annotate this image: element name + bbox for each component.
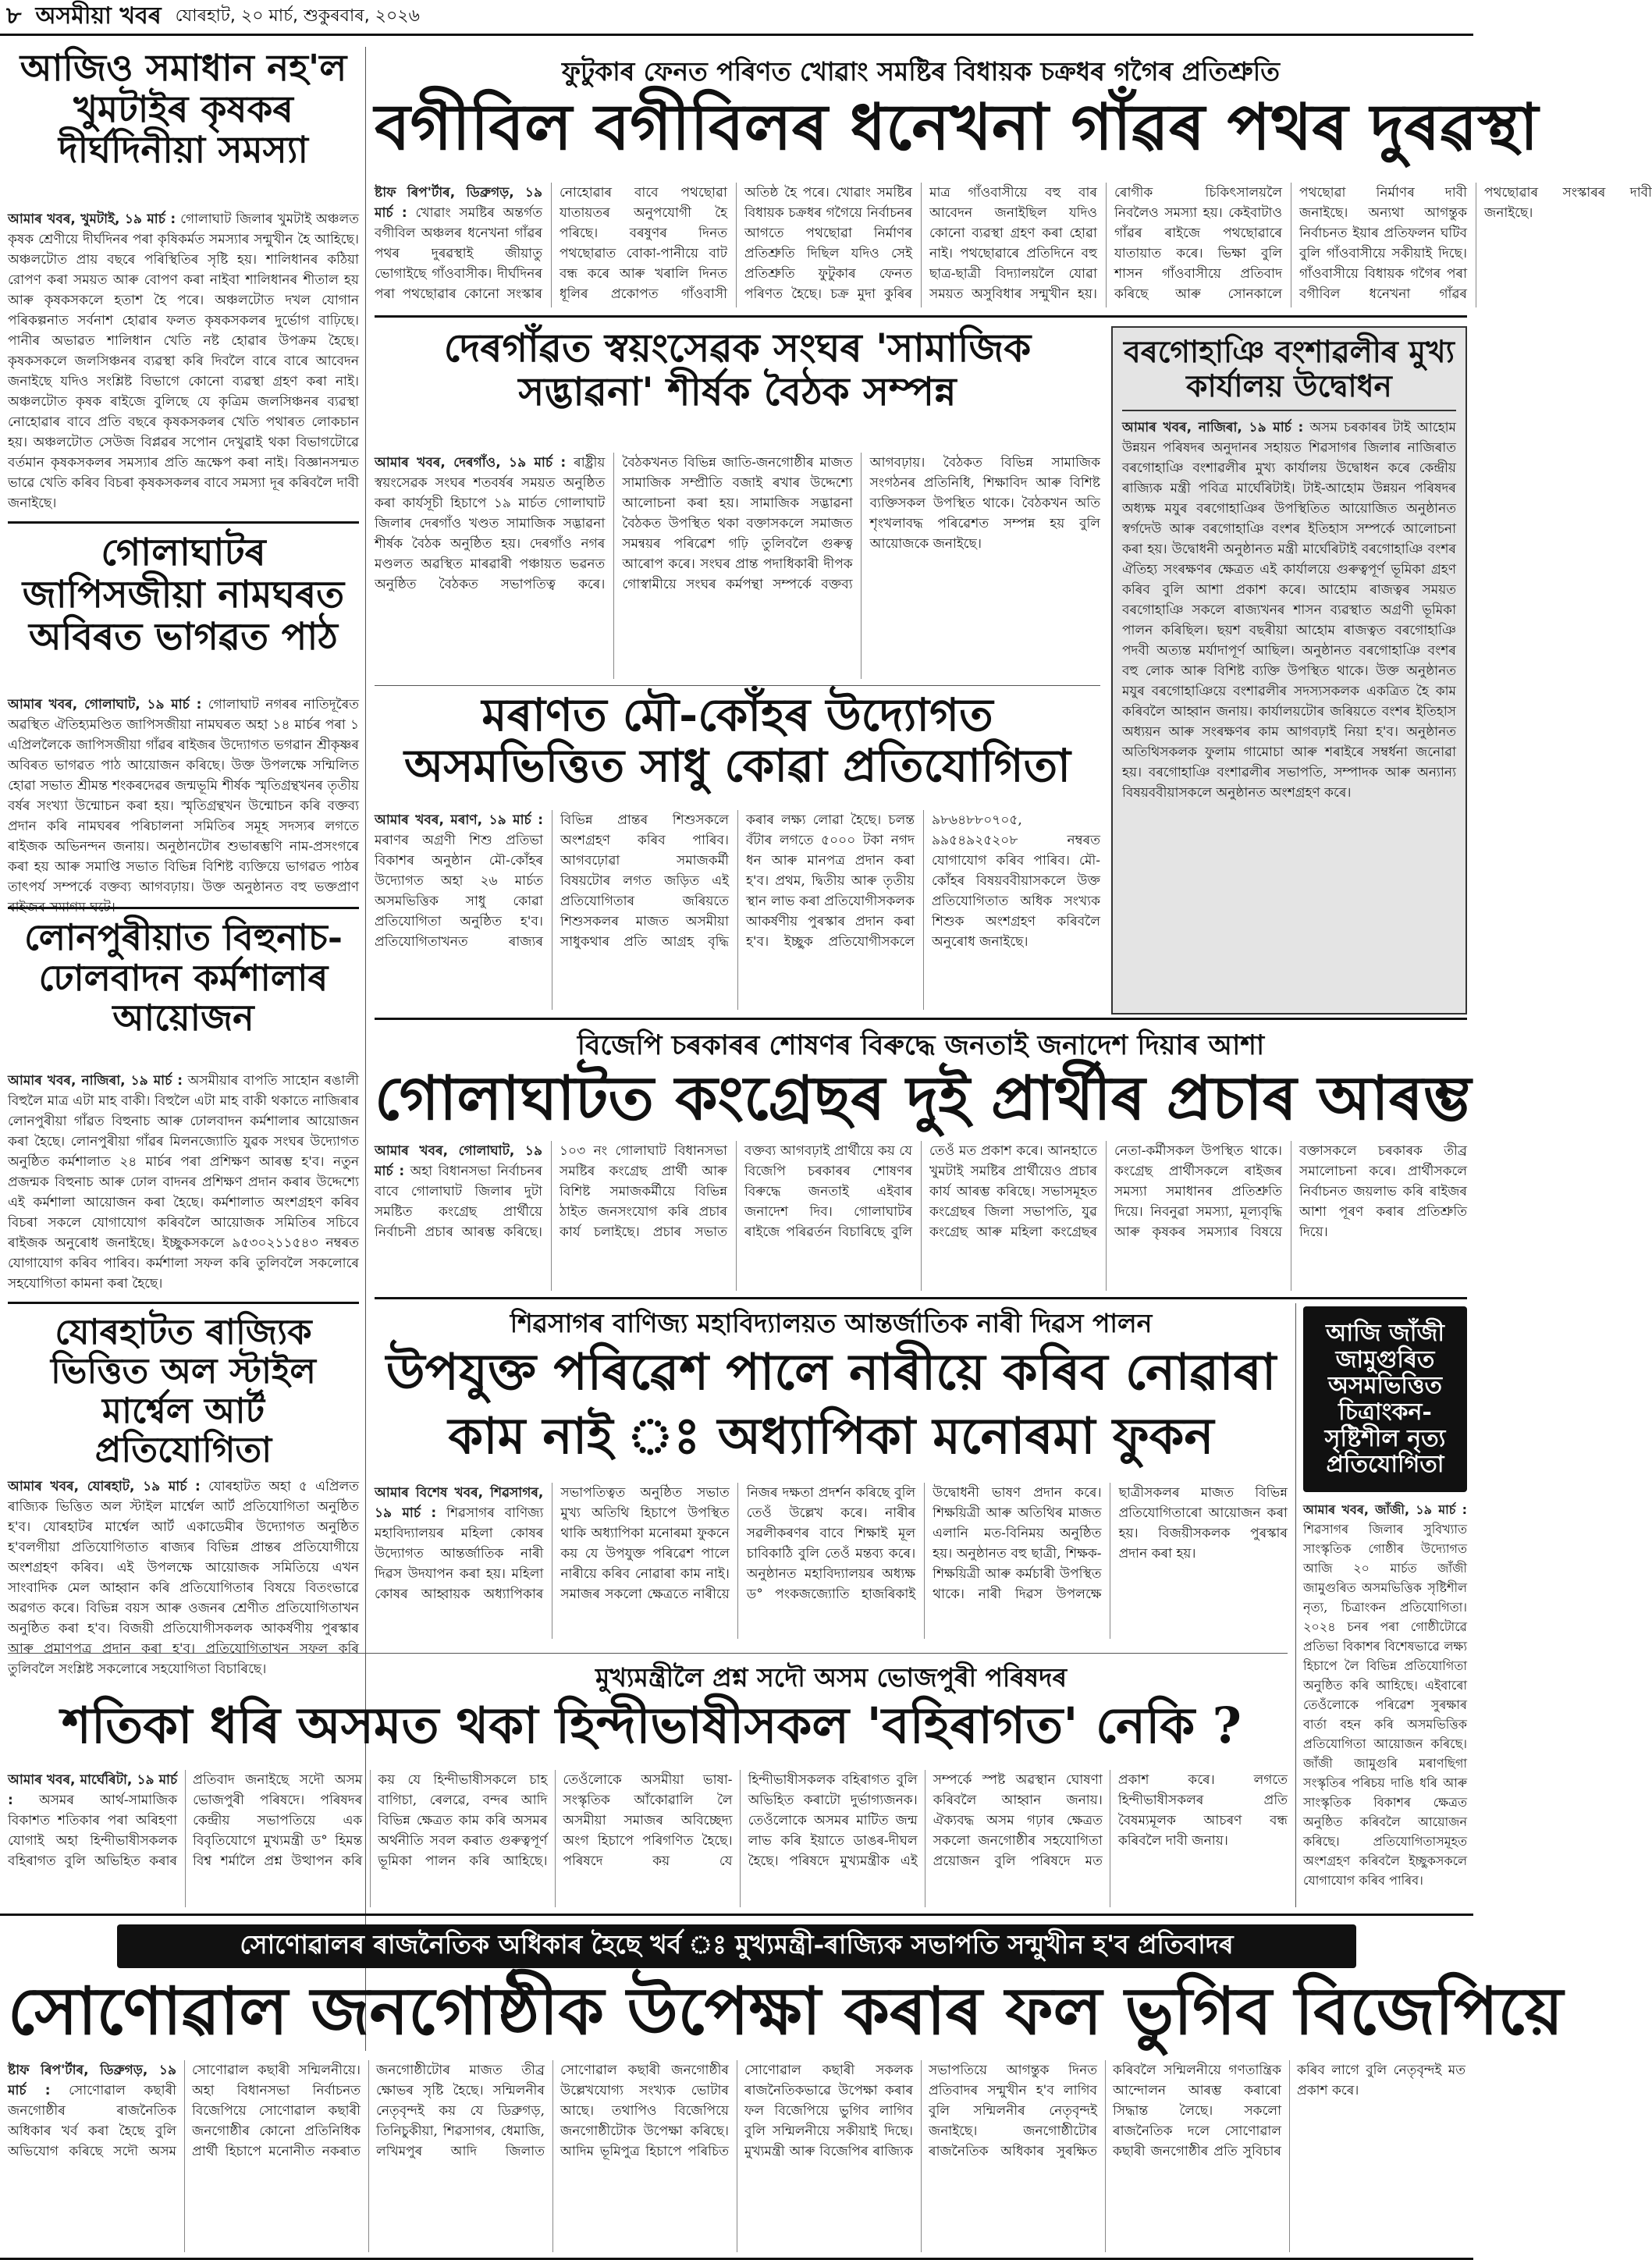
- jorhat-art-byline: আমাৰ খবৰ, যোৰহাট, ১৯ মাৰ্চ :: [8, 1479, 201, 1494]
- rss-article: [375, 453, 1100, 679]
- jaji-headline-box: [1303, 1306, 1467, 1492]
- congress-byline: আমাৰ খবৰ, গোলাঘাট, ১৯ মাৰ্চ :: [375, 1143, 542, 1179]
- hindi-article: [8, 1770, 1288, 1907]
- bargohain-article: [1122, 418, 1456, 995]
- mou-headline: মৰাণত মৌ-কোঁহৰ উদ্যোগত অসমভিত্তিত সাধু কোৱা প্ৰতিযোগিতা: [404, 688, 1071, 792]
- bargohain-box: [1111, 326, 1467, 1015]
- golaghat-path-byline: আমাৰ খবৰ, গোলাঘাট, ১৯ মাৰ্চ :: [8, 697, 202, 712]
- mou-byline: আমাৰ খবৰ, মৰাণ, ১৯ মাৰ্চ :: [375, 812, 543, 828]
- page-number: ৮: [6, 2, 22, 30]
- bargohain-byline: আমাৰ খবৰ, নাজিৰা, ১৯ মাৰ্চ :: [1122, 420, 1304, 436]
- jaji-body: শিৱসাগৰ জিলাৰ সুবিখ্যাত সাংস্কৃতিক গোষ্ঠীৰ উদ্যোগত আজি ২০ মাৰ্চত জাঁজী জামুগুৰিত অসমভিত্তিক সৃষ্টিশীল নৃত্য, চিত্ৰাংকন প্ৰতিযোগিতা। ২০২৪ চনৰ পৰা গোষ্ঠীটোৱে প্ৰতিভা বিকাশৰ বিশেষভাৱে লক্ষ্য হিচাপে লৈ বিভিন্ন প্ৰতিযোগিতা অনুষ্ঠিত কৰি আহিছে। এইবাৰো তেওঁলোকে পৰিৱেশ সুৰক্ষাৰ বাৰ্তা বহন কৰি অসমভিত্তিক প্ৰতিযোগিতা আয়োজন কৰিছে। জাঁজী জামুগুৰি মৰাণছিগা সংস্কৃতিৰ পৰিচয় দাঙি ধৰি আৰু সাংস্কৃতিক বিকাশৰ ক্ষেত্ৰত অনুষ্ঠিত কৰিবলৈ আয়োজন কৰিছে। প্ৰতিযোগিতাসমূহত অংশগ্ৰহণ কৰিবলৈ ইচ্ছুকসকলে যোগাযোগ কৰিব পাৰিব।: [1303, 1522, 1467, 1888]
- lonpuria-article: [8, 1071, 359, 1295]
- jorhat-art-headline: যোৰহাটত ৰাজ্যিক ভিত্তিত অল স্টাইল মাৰ্শ্বেল আৰ্ট প্ৰতিযোগিতা: [51, 1311, 316, 1471]
- rule: [8, 1302, 359, 1304]
- golaghat-path-body: গোলাঘাট নগৰৰ নাতিদূৰৈত অৱস্থিত ঐতিহ্যমণ্ডিত জাপিসজীয়া নামঘৰত অহা ১৪ মাৰ্চৰ পৰা ১ এপ্ৰিললৈকে জাপিসজীয়া গাঁৱৰ ৰাইজৰ উদ্যোগত ভগৱান শ্ৰীকৃষ্ণৰ অবিৰত ভাগৱত পাঠ আয়োজন কৰিছে। উক্ত উপলক্ষে সন্মিলিত হোৱা সভাত শ্ৰীমন্ত শংকৰদেৱৰ জন্মভূমি শীৰ্ষক স্মৃতিগ্ৰন্থখনৰ তৃতীয় বৰ্ষৰ সংখ্যা উন্মোচন কৰা হয়। স্মৃতিগ্ৰন্থখন উন্মোচন কৰি বক্তব্য প্ৰদান কৰি নামঘৰৰ পৰিচালনা সমিতিৰ সমূহ সদস্যৰ লগতে ৰাইজক অভিনন্দন জনায়। অনুষ্ঠানটোৰ শুভাৰম্ভণি নাম-প্ৰসংগৰে কৰা হয় আৰু সমাপ্তি সভাত বিভিন্ন বিশিষ্ট ব্যক্তিয়ে ভাগৱত পাঠৰ তাৎপৰ্য সম্পৰ্কে বক্তব্য আগবঢ়ায়। উক্ত অনুষ্ঠানত বহু ভক্তপ্ৰাণ ৰাইজৰ সমাগম ঘটে।: [8, 697, 359, 915]
- page-folio: [0, 0, 1473, 36]
- jaji-article: [1303, 1500, 1467, 1906]
- congress-article: [375, 1141, 1467, 1291]
- bagibil-kicker: ফুটুকাৰ ফেনত পৰিণত খোৱাং সমষ্টিৰ বিধায়ক চক্ৰধৰ গগৈৰ প্ৰতিশ্ৰুতি: [561, 56, 1280, 87]
- womens-day-article: [375, 1483, 1288, 1639]
- paper-name: অসমীয়া খবৰ: [35, 2, 162, 30]
- womens-day-kicker: শিৱসাগৰ বাণিজ্য মহাবিদ্যালয়ত আন্তৰ্জাতিক নাৰী দিৱস পালন: [510, 1308, 1153, 1338]
- jaji-headline: আজি জাঁজী জামুগুৰিত অসমভিত্তিত চিত্ৰাংকন-সৃষ্টিশীল নৃত্য প্ৰতিযোগিতা: [1324, 1320, 1446, 1479]
- dateline: যোৰহাট, ২০ মাৰ্চ, শুকুৰবাৰ, ২০২৬: [175, 6, 420, 26]
- congress-kicker: বিজেপি চৰকাৰৰ শোষণৰ বিৰুদ্ধে জনতাই জনাদেশ দিয়াৰ আশা: [577, 1029, 1265, 1061]
- lonpuria-byline: আমাৰ খবৰ, নাজিৰা, ১৯ মাৰ্চ :: [8, 1073, 183, 1089]
- sonowal-kicker: সোণোৱালৰ ৰাজনৈতিক অধিকাৰ হৈছে খৰ্ব ঃ মুখ্যমন্ত্ৰী-ৰাজ্যিক সভাপতি সন্মুখীন হ'ব প্ৰতিবাদৰ: [240, 1929, 1234, 1960]
- bagibil-byline: ষ্টাফ ৰিপ'ৰ্টাৰ, ডিব্ৰুগড়, ১৯ মাৰ্চ :: [375, 185, 542, 221]
- jorhat-art-body: যোৰহাটত অহা ৫ এপ্ৰিলত ৰাজ্যিক ভিত্তিত অল স্টাইল মাৰ্শ্বেল আৰ্ট প্ৰতিযোগিতা অনুষ্ঠিত হ'ব। যোৰহাটৰ মাৰ্শ্বেল আৰ্ট একাডেমীৰ উদ্যোগত অনুষ্ঠিত হ'বলগীয়া প্ৰতিযোগিতাত ৰাজ্যৰ বিভিন্ন প্ৰান্তৰ প্ৰতিযোগীয়ে অংশগ্ৰহণ কৰিব। এই উপলক্ষে আয়োজক সমিতিয়ে এখন সাংবাদিক মেল আহ্বান কৰি প্ৰতিযোগিতাৰ বিষয়ে বিতংভাৱে অৱগত কৰে। বিভিন্ন বয়স আৰু ওজনৰ শ্ৰেণীত প্ৰতিযোগিতাখন অনুষ্ঠিত কৰা হ'ব। বিজয়ী প্ৰতিযোগীসকলক আকৰ্ষণীয় পুৰস্কাৰ আৰু প্ৰমাণপত্ৰ প্ৰদান কৰা হ'ব। প্ৰতিযোগিতাখন সফল কৰি তুলিবলৈ সংশ্লিষ্ট সকলোৰে সহযোগিতা বিচাৰিছে।: [8, 1479, 359, 1677]
- hindi-byline: আমাৰ খবৰ, মাৰ্ঘেৰিটা, ১৯ মাৰ্চ :: [8, 1772, 178, 1808]
- khumtai-byline: আমাৰ খবৰ, খুমটাই, ১৯ মাৰ্চ :: [8, 211, 176, 227]
- khumtai-article: [8, 209, 359, 515]
- rss-headline: দেৰগাঁৱত স্বয়ংসেৱক সংঘৰ 'সামাজিক সদ্ভাৱনা' শীৰ্ষক বৈঠক সম্পন্ন: [443, 325, 1032, 414]
- congress-body: অহা বিধানসভা নিৰ্বাচনৰ বাবে গোলাঘাট জিলাৰ দুটা সমষ্টিত কংগ্ৰেছ প্ৰাৰ্থীয়ে নিৰ্বাচনী প্ৰচাৰ আৰম্ভ কৰিছে। ১০৩ নং গোলাঘাট বিধানসভা সমষ্টিৰ কংগ্ৰেছ প্ৰাৰ্থী আৰু বিশিষ্ট সমাজকৰ্মীয়ে বিভিন্ন ঠাইত জনসংযোগ কৰি প্ৰচাৰ কাৰ্য চলাইছে। প্ৰচাৰ সভাত বক্তব্য আগবঢ়াই প্ৰাৰ্থীয়ে কয় যে বিজেপি চৰকাৰৰ শোষণৰ বিৰুদ্ধে জনতাই এইবাৰ জনাদেশ দিব। গোলাঘাটৰ ৰাইজে পৰিৱৰ্তন বিচাৰিছে বুলি তেওঁ মত প্ৰকাশ কৰে। আনহাতে খুমটাই সমষ্টিৰ প্ৰাৰ্থীয়েও প্ৰচাৰ কাৰ্য আৰম্ভ কৰিছে। সভাসমূহত কংগ্ৰেছৰ জিলা সভাপতি, যুৱ কংগ্ৰেছ আৰু মহিলা কংগ্ৰেছৰ নেতা-কৰ্মীসকল উপস্থিত থাকে। কংগ্ৰেছ প্ৰাৰ্থীসকলে ৰাইজৰ সমস্যা সমাধানৰ প্ৰতিশ্ৰুতি দিয়ে। নিবনুৱা সমস্যা, মূল্যবৃদ্ধি আৰু কৃষকৰ সমস্যাৰ বিষয়ে বক্তাসকলে চৰকাৰক তীব্ৰ সমালোচনা কৰে। প্ৰাৰ্থীসকলে নিৰ্বাচনত জয়লাভ কৰি ৰাইজৰ আশা পূৰণ কৰাৰ প্ৰতিশ্ৰুতি দিয়ে।: [375, 1143, 1467, 1240]
- golaghat-path-article: [8, 695, 359, 915]
- sonowal-byline: ষ্টাফ ৰিপ'ৰ্টাৰ, ডিব্ৰুগড়, ১৯ মাৰ্চ :: [8, 2063, 176, 2098]
- bargohain-headline: বৰগোহাঞি বংশাৱলীৰ মুখ্য কাৰ্যালয় উদ্বোধন: [1122, 336, 1456, 411]
- rss-byline: আমাৰ খবৰ, দেৰগাঁও, ১৯ মাৰ্চ :: [375, 455, 567, 471]
- jaji-column-divider: [1295, 1303, 1296, 1907]
- rule: [375, 1018, 1467, 1020]
- golaghat-path-headline: গোলাঘাটৰ জাপিসজীয়া নামঘৰত অবিৰত ভাগৱত পাঠ: [22, 531, 345, 659]
- womens-day-body: শিৱসাগৰ বাণিজ্য মহাবিদ্যালয়ৰ মহিলা কোষৰ উদ্যোগত আন্তৰ্জাতিক নাৰী দিৱস উদযাপন কৰা হয়। মহিলা কোষৰ আহ্বায়ক অধ্যাপিকাৰ সভাপতিত্বত অনুষ্ঠিত সভাত মুখ্য অতিথি হিচাপে উপস্থিত থাকি অধ্যাপিকা মনোৰমা ফুকনে কয় যে উপযুক্ত পৰিৱেশ পালে নাৰীয়ে কৰিব নোৱাৰা কাম নাই। সমাজৰ সকলো ক্ষেত্ৰতে নাৰীয়ে নিজৰ দক্ষতা প্ৰদৰ্শন কৰিছে বুলি তেওঁ উল্লেখ কৰে। নাৰীৰ সৱলীকৰণৰ বাবে শিক্ষাই মূল চাবিকাঠি বুলি তেওঁ মন্তব্য কৰে। অনুষ্ঠানত মহাবিদ্যালয়ৰ অধ্যক্ষ ড° পংকজজ্যোতি হাজৰিকাই উদ্বোধনী ভাষণ প্ৰদান কৰে। শিক্ষয়িত্ৰী আৰু অতিথিৰ মাজত এলানি মত-বিনিময় অনুষ্ঠিত হয়। অনুষ্ঠানত বহু ছাত্ৰী, শিক্ষক-শিক্ষয়িত্ৰী আৰু কৰ্মচাৰী উপস্থিত থাকে। নাৰী দিৱস উপলক্ষে ছাত্ৰীসকলৰ মাজত বিভিন্ন প্ৰতিযোগিতাৰো আয়োজন কৰা হয়। বিজয়ীসকলক পুৰস্কাৰ প্ৰদান কৰা হয়।: [375, 1485, 1288, 1602]
- rule: [375, 1297, 1467, 1299]
- sonowal-kicker-box: [117, 1924, 1356, 1968]
- rule: [8, 907, 359, 909]
- lonpuria-headline: লোনপুৰীয়াত বিহুনাচ-ঢোলবাদন কৰ্মশালাৰ আয়োজন: [24, 916, 343, 1039]
- mou-article: [375, 810, 1100, 1010]
- mou-body: মৰাণৰ অগ্ৰণী শিশু প্ৰতিভা বিকাশৰ অনুষ্ঠান মৌ-কোঁহৰ উদ্যোগত অহা ২৬ মাৰ্চত অসমভিত্তিক সাধু কোৱা প্ৰতিযোগিতা অনুষ্ঠিত হ'ব। প্ৰতিযোগিতাখনত ৰাজ্যৰ বিভিন্ন প্ৰান্তৰ শিশুসকলে অংশগ্ৰহণ কৰিব পাৰিব। আগবঢ়োৱা সমাজকৰ্মী বিষয়টোৰ লগত জড়িত এই প্ৰতিযোগিতাৰ জৰিয়তে শিশুসকলৰ মাজত অসমীয়া সাধুকথাৰ প্ৰতি আগ্ৰহ বৃদ্ধি কৰাৰ লক্ষ্য লোৱা হৈছে। চলন্ত বঁটাৰ লগতে ৫০০০ টকা নগদ ধন আৰু মানপত্ৰ প্ৰদান কৰা হ'ব। প্ৰথম, দ্বিতীয় আৰু তৃতীয় স্থান লাভ কৰা প্ৰতিযোগীসকলক আকৰ্ষণীয় পুৰস্কাৰ প্ৰদান কৰা হ'ব। ইচ্ছুক প্ৰতিযোগীসকলে ৯৮৬৪৮৮০৭০৫, ৯৯৫৪৯২৫২০৮ নম্বৰত যোগাযোগ কৰিব পাৰিব। মৌ-কোঁহৰ বিষয়ববীয়াসকলে উক্ত প্ৰতিযোগিতাত অধিক সংখ্যক শিশুক অংশগ্ৰহণ কৰিবলৈ অনুৰোধ জনাইছে।: [375, 812, 1100, 950]
- congress-headline: গোলাঘাটত কংগ্ৰেছৰ দুই প্ৰাৰ্থীৰ প্ৰচাৰ আৰম্ভ: [375, 1063, 1472, 1134]
- khumtai-headline: আজিও সমাধান নহ'ল খুমটাইৰ কৃষকৰ দীৰ্ঘদিনীয়া সমস্যা: [20, 47, 347, 172]
- womens-day-headline: উপযুক্ত পৰিৱেশ পালে নাৰীয়ে কৰিব নোৱাৰা কাম নাই ঃ অধ্যাপিকা মনোৰমা ফুকন: [385, 1343, 1277, 1466]
- jaji-byline: আমাৰ খবৰ, জাঁজী, ১৯ মাৰ্চ :: [1303, 1502, 1467, 1517]
- bagibil-body: খোৱাং সমষ্টিৰ অন্তৰ্গত বগীবিল অঞ্চলৰ ধনেখনা গাঁৱৰ পথৰ দুৰৱস্থাই জীয়াতু ভোগাইছে গাঁওবাসীক। দীৰ্ঘদিনৰ পৰা পথছোৱাৰ কোনো সংস্কাৰ নোহোৱাৰ বাবে পথছোৱা যাতায়তৰ অনুপযোগী হৈ পৰিছে। বৰষুণৰ দিনত পথছোৱাত বোকা-পানীয়ে বাট বন্ধ কৰে আৰু খৰালি দিনত ধূলিৰ প্ৰকোপত গাঁওবাসী অতিষ্ঠ হৈ পৰে। খোৱাং সমষ্টিৰ বিধায়ক চক্ৰধৰ গগৈয়ে নিৰ্বাচনৰ আগতে পথছোৱা নিৰ্মাণৰ প্ৰতিশ্ৰুতি দিছিল যদিও সেই প্ৰতিশ্ৰুতি ফুটুকাৰ ফেনত পৰিণত হৈছে। চক্ৰ মুদা কুৰিৰ মাত্ৰ গাঁওবাসীয়ে বহু বাৰ আবেদন জনাইছিল যদিও কোনো ব্যৱস্থা গ্ৰহণ কৰা হোৱা নাই। পথছোৱাৰে প্ৰতিদিনে বহু ছাত্ৰ-ছাত্ৰী বিদ্যালয়লৈ যোৱা সময়ত অসুবিধাৰ সন্মুখীন হয়। ৰোগীক চিকিৎসালয়লৈ নিবলৈও সমস্যা হয়। কেইবাটাও গাঁৱৰ ৰাইজে পথছোৱাৰে যাতায়াত কৰে। ভিক্ষা বুলি শাসন গাঁওবাসীয়ে প্ৰতিবাদ কৰিছে আৰু সোনকালে পথছোৱা নিৰ্মাণৰ দাবী জনাইছে। অন্যথা আগন্তুক নিৰ্বাচনত ইয়াৰ প্ৰতিফলন ঘটিব বুলি গাঁওবাসীয়ে সকীয়াই দিছে। গাঁওবাসীয়ে বিধায়ক গগৈৰ পৰা বগীবিল ধনেখনা গাঁৱৰ পথছোৱাৰ সংস্কাৰৰ দাবী জনাইছে।: [375, 185, 1652, 302]
- womens-day-byline: আমাৰ বিশেষ খবৰ, শিৱসাগৰ, ১৯ মাৰ্চ :: [375, 1485, 544, 1521]
- bagibil-headline: বগীবিল বগীবিলৰ ধনেখনা গাঁৱৰ পথৰ দুৰৱস্থা: [375, 90, 1539, 165]
- sonowal-article: [8, 2060, 1465, 2252]
- hindi-headline: শতিকা ধৰি অসমত থকা হিন্দীভাষীসকল 'বহিৰাগত' নেকি ?: [62, 1697, 1242, 1755]
- rule: [8, 1653, 1288, 1654]
- lonpuria-body: অসমীয়াৰ বাপতি সাহোন ৰঙালী বিহুলৈ মাত্ৰ এটা মাহ বাকী। বিহুলৈ এটা মাহ বাকী থকাতে নাজিৰাৰ লোনপুৰীয়া গাঁৱত বিহুনাচ আৰু ঢোলবাদন কৰ্মশালাৰ আয়োজন কৰা হৈছে। লোনপুৰীয়া গাঁৱৰ মিলনজ্যোতি যুৱক সংঘৰ উদ্যোগত অনুষ্ঠিত কৰ্মশালাত ২৪ মাৰ্চৰ পৰা প্ৰশিক্ষণ আৰম্ভ হ'ব। নতুন প্ৰজন্মক বিহুনাচ আৰু ঢোল বাদনৰ প্ৰশিক্ষণ প্ৰদান কৰাৰ উদ্দেশ্যে এই কৰ্মশালা আয়োজন কৰা হৈছে। কৰ্মশালাত অংশগ্ৰহণ কৰিব বিচৰা সকলে যোগাযোগ কৰিবলৈ আয়োজক সমিতিৰ সচিবে ৰাইজক অনুৰোধ জনাইছে। ইচ্ছুকসকলে ৯৫৩০২১১৫৪৩ নম্বৰত যোগাযোগ কৰিব পাৰিব। কৰ্মশালা সফল কৰি তুলিবলৈ সকলোৰে সহযোগিতা কামনা কৰা হৈছে।: [8, 1073, 359, 1292]
- bagibil-article: [375, 183, 1652, 307]
- khumtai-body: গোলাঘাট জিলাৰ খুমটাই অঞ্চলত কৃষক শ্ৰেণীয়ে দীৰ্ঘদিনৰ পৰা কৃষিকৰ্মত সমস্যাৰ সন্মুখীন হৈ আহিছে। অঞ্চলটোত প্ৰায় বছৰে পৰিস্থিতিৰ সৃষ্টি হয়। শালিধানৰ কঠিয়া রোপণ কৰা সময়ত আৰু বোপণ কৰা নাইবা শালিধানৰ শীতাল হয় আৰু কৃষকসকলে হতাশ হৈ পৰে। অঞ্চলটোত দখল যোগান পৰিকল্পনাত সৰ্বনাশ হোৱাৰ ফলত কৃষকসকলৰ দুৰ্ভোগ বাঢ়িছে। পানীৰ অভাৱত শালিধান খেতি নষ্ট হোৱাৰ উপক্ৰম হৈছে। কৃষকসকলে জলসিঞ্চনৰ ব্যৱস্থা কৰি দিবলৈ বাৰে বাৰে আবেদন জনাইছে যদিও সংশ্লিষ্ট বিভাগে কোনো ব্যৱস্থা গ্ৰহণ কৰা নাই। অঞ্চলটোত কৃষক ৰাইজে বুলিছে যে কৃত্ৰিম জলসিঞ্চনৰ ব্যৱস্থা নোহোৱাৰ বাবে প্ৰতি বছৰে কৃষকসকলৰ খেতি পথাৰত লোকচান হয়। অঞ্চলটোত সেউজ বিপ্লৱৰ সপোন দেখুৱাই থকা বিভাগটোৱে বৰ্তমান কৃষকসকলৰ সমস্যাৰ প্ৰতি ভ্ৰূক্ষেপ কৰা নাই। বিজ্ঞানসন্মত ভাৱে খেতি কৰিব বিচৰা কৃষকসকলৰ বাবে সমস্যা দূৰ কৰিবলৈ দাবী জনাইছে।: [8, 211, 359, 511]
- sonowal-headline: সোণোৱাল জনগোষ্ঠীক উপেক্ষা কৰাৰ ফল ভুগিব বিজেপিয়ে: [8, 1972, 1564, 2049]
- bargohain-body: অসম চৰকাৰৰ টাই আহোম উন্নয়ন পৰিষদৰ অনুদানৰ সহায়ত শিৱসাগৰ জিলাৰ নাজিৰাত বৰগোহাঞি বংশাৱলীৰ মুখ্য কাৰ্যালয় উদ্বোধন কৰে কেন্দ্ৰীয় ৰাজ্যিক মন্ত্ৰী পবিত্ৰ মাৰ্ঘেৰিটাই। টাই-আহোম উন্নয়ন পৰিষদৰ অধ্যক্ষ মযুৰ বৰগোহাঞিৰ উপস্থিতিত আয়োজিত অনুষ্ঠানত স্বৰ্গদেউ আৰু বৰগোহাঞি বংশৰ ইতিহাস সম্পৰ্কে আলোচনা কৰা হয়। উদ্বোধনী অনুষ্ঠানত মন্ত্ৰী মাৰ্ঘেৰিটাই বৰগোহাঞি বংশৰ ঐতিহ্য সংৰক্ষণৰ ক্ষেত্ৰত এই কাৰ্যালয়ে গুৰুত্বপূৰ্ণ ভূমিকা গ্ৰহণ কৰিব বুলি আশা প্ৰকাশ কৰে। আহোম ৰাজত্বৰ সময়ত বৰগোহাঞি সকলে ৰাজ্যখনৰ শাসন ব্যৱস্থাত অগ্ৰণী ভূমিকা পালন কৰিছিল। ছয়শ বছৰীয়া আহোম ৰাজত্বত বৰগোহাঞি পদবী অত্যন্ত মৰ্যাদাপূৰ্ণ আছিল। অনুষ্ঠানত বৰগোহাঞি বংশৰ বহু লোক আৰু বিশিষ্ট ব্যক্তি উপস্থিত থাকে। উক্ত অনুষ্ঠানত মযুৰ বৰগোহাঞিয়ে বংশাৱলীৰ সদস্যসকলক একত্ৰিত হৈ কাম কৰিবলৈ আহ্বান জনায়। কাৰ্যালয়টোৰ জৰিয়তে বংশৰ ইতিহাস অধ্যয়ন আৰু সংৰক্ষণৰ কাম আগবঢ়াই নিয়া হ'ব। অনুষ্ঠানত অতিথিসকলক ফুলাম গামোচা আৰু শৰাইৰে সম্বৰ্ধনা জনোৱা হয়। বৰগোহাঞি বংশাৱলীৰ সভাপতি, সম্পাদক আৰু অন্যান্য বিষয়ববীয়াসকলে অনুষ্ঠানত অংশগ্ৰহণ কৰে।: [1122, 420, 1456, 801]
- rss-body: ৰাষ্ট্ৰীয় স্বয়ংসেৱক সংঘৰ শতবৰ্ষৰ সময়ত অনুষ্ঠিত কৰা কাৰ্যসূচী হিচাপে ১৯ মাৰ্চত গোলাঘাট জিলাৰ দেৰগাঁও খণ্ডত সামাজিক সদ্ভাৱনা শীৰ্ষক বৈঠক অনুষ্ঠিত হয়। দেৰগাঁও নগৰ মণ্ডলত অৱস্থিত মাৰৱাৰী পঞ্চায়ত ভৱনত অনুষ্ঠিত বৈঠকত সভাপতিত্ব কৰে। বৈঠকখনত বিভিন্ন জাতি-জনগোষ্ঠীৰ মাজত সামাজিক সম্প্ৰীতি বজাই ৰখাৰ উদ্দেশ্যে আলোচনা কৰা হয়। সামাজিক সদ্ভাৱনা বৈঠকত উপস্থিত থকা বক্তাসকলে সমাজত সমন্বয়ৰ পৰিৱেশ গঢ়ি তুলিবলৈ গুৰুত্ব আৰোপ কৰে। সংঘৰ প্ৰান্ত পদাধিকাৰী দীপক গোস্বামীয়ে সংঘৰ কৰ্মপন্থা সম্পৰ্কে বক্তব্য আগবঢ়ায়। বৈঠকত বিভিন্ন সামাজিক সংগঠনৰ প্ৰতিনিধি, শিক্ষাবিদ আৰু বিশিষ্ট ব্যক্তিসকল উপস্থিত থাকে। বৈঠকখন অতি শৃংখলাবদ্ধ পৰিৱেশত সম্পন্ন হয় বুলি আয়োজকে জনাইছে।: [375, 455, 1100, 592]
- rule: [375, 315, 1467, 318]
- rule: [375, 685, 1100, 686]
- sonowal-body: সোণোৱাল কছাৰী জনগোষ্ঠীৰ ৰাজনৈতিক অধিকাৰ খৰ্ব কৰা হৈছে বুলি অভিযোগ কৰিছে সদৌ অসম সোণোৱাল কছাৰী সন্মিলনীয়ে। অহা বিধানসভা নিৰ্বাচনত বিজেপিয়ে সোণোৱাল কছাৰী জনগোষ্ঠীৰ কোনো প্ৰতিনিধিক প্ৰাৰ্থী হিচাপে মনোনীত নকৰাত জনগোষ্ঠীটোৰ মাজত তীব্ৰ ক্ষোভৰ সৃষ্টি হৈছে। সন্মিলনীৰ নেতৃবৃন্দই কয় যে ডিব্ৰুগড়, তিনিচুকীয়া, শিৱসাগৰ, ধেমাজি, লখিমপুৰ আদি জিলাত সোণোৱাল কছাৰী জনগোষ্ঠীৰ উল্লেখযোগ্য সংখ্যক ভোটাৰ আছে। তথাপিও বিজেপিয়ে জনগোষ্ঠীটোক উপেক্ষা কৰিছে। আদিম ভূমিপুত্ৰ হিচাপে পৰিচিত সোণোৱাল কছাৰী সকলক ৰাজনৈতিকভাৱে উপেক্ষা কৰাৰ ফল বিজেপিয়ে ভুগিব লাগিব বুলি সন্মিলনীয়ে সকীয়াই দিছে। মুখ্যমন্ত্ৰী আৰু বিজেপিৰ ৰাজ্যিক সভাপতিয়ে আগন্তুক দিনত প্ৰতিবাদৰ সন্মুখীন হ'ব লাগিব বুলি সন্মিলনীৰ নেতৃবৃন্দই জনাইছে। জনগোষ্ঠীটোৰ ৰাজনৈতিক অধিকাৰ সুৰক্ষিত কৰিবলৈ সন্মিলনীয়ে গণতান্ত্ৰিক আন্দোলন আৰম্ভ কৰাৰো সিদ্ধান্ত লৈছে। সকলো ৰাজনৈতিক দলে সোণোৱাল কছাৰী জনগোষ্ঠীৰ প্ৰতি সুবিচাৰ কৰিব লাগে বুলি নেতৃবৃন্দই মত প্ৰকাশ কৰে।: [8, 2063, 1465, 2159]
- hindi-kicker: মুখ্যমন্ত্ৰীলৈ প্ৰশ্ন সদৌ অসম ভোজপুৰী পৰিষদৰ: [595, 1662, 1068, 1693]
- hindi-body: অসমৰ আৰ্থ-সামাজিক বিকাশত শতিকাৰ পৰা অৰিহণা যোগাই অহা হিন্দীভাষীসকলক বহিৰাগত বুলি অভিহিত কৰাৰ প্ৰতিবাদ জনাইছে সদৌ অসম ভোজপুৰী পৰিষদে। পৰিষদৰ কেন্দ্ৰীয় সভাপতিয়ে এক বিবৃতিযোগে মুখ্যমন্ত্ৰী ড° হিমন্ত বিশ্ব শৰ্মালৈ প্ৰশ্ন উত্থাপন কৰি কয় যে হিন্দীভাষীসকলে চাহ বাগিচা, ৰেলৱে, বন্দৰ আদি বিভিন্ন ক্ষেত্ৰত কাম কৰি অসমৰ অৰ্থনীতি সবল কৰাত গুৰুত্বপূৰ্ণ ভূমিকা পালন কৰি আহিছে। তেওঁলোকে অসমীয়া ভাষা-সংস্কৃতিক আঁকোৱালি লৈ অসমীয়া সমাজৰ অবিচ্ছেদ্য অংগ হিচাপে পৰিগণিত হৈছে। পৰিষদে কয় যে হিন্দীভাষীসকলক বহিৰাগত বুলি অভিহিত কৰাটো দুৰ্ভাগ্যজনক। তেওঁলোকে অসমৰ মাটিত জন্ম লাভ কৰি ইয়াতে ডাঙৰ-দীঘল হৈছে। পৰিষদে মুখ্যমন্ত্ৰীক এই সম্পৰ্কে স্পষ্ট অৱস্থান ঘোষণা কৰিবলৈ আহ্বান জনায়। ঐক্যবদ্ধ অসম গঢ়াৰ ক্ষেত্ৰত সকলো জনগোষ্ঠীৰ সহযোগিতা প্ৰয়োজন বুলি পৰিষদে মত প্ৰকাশ কৰে। লগতে হিন্দীভাষীসকলৰ প্ৰতি বৈষম্যমূলক আচৰণ বন্ধ কৰিবলৈ দাবী জনায়।: [8, 1772, 1288, 1869]
- rule: [8, 521, 359, 524]
- jorhat-art-article: [8, 1476, 359, 1677]
